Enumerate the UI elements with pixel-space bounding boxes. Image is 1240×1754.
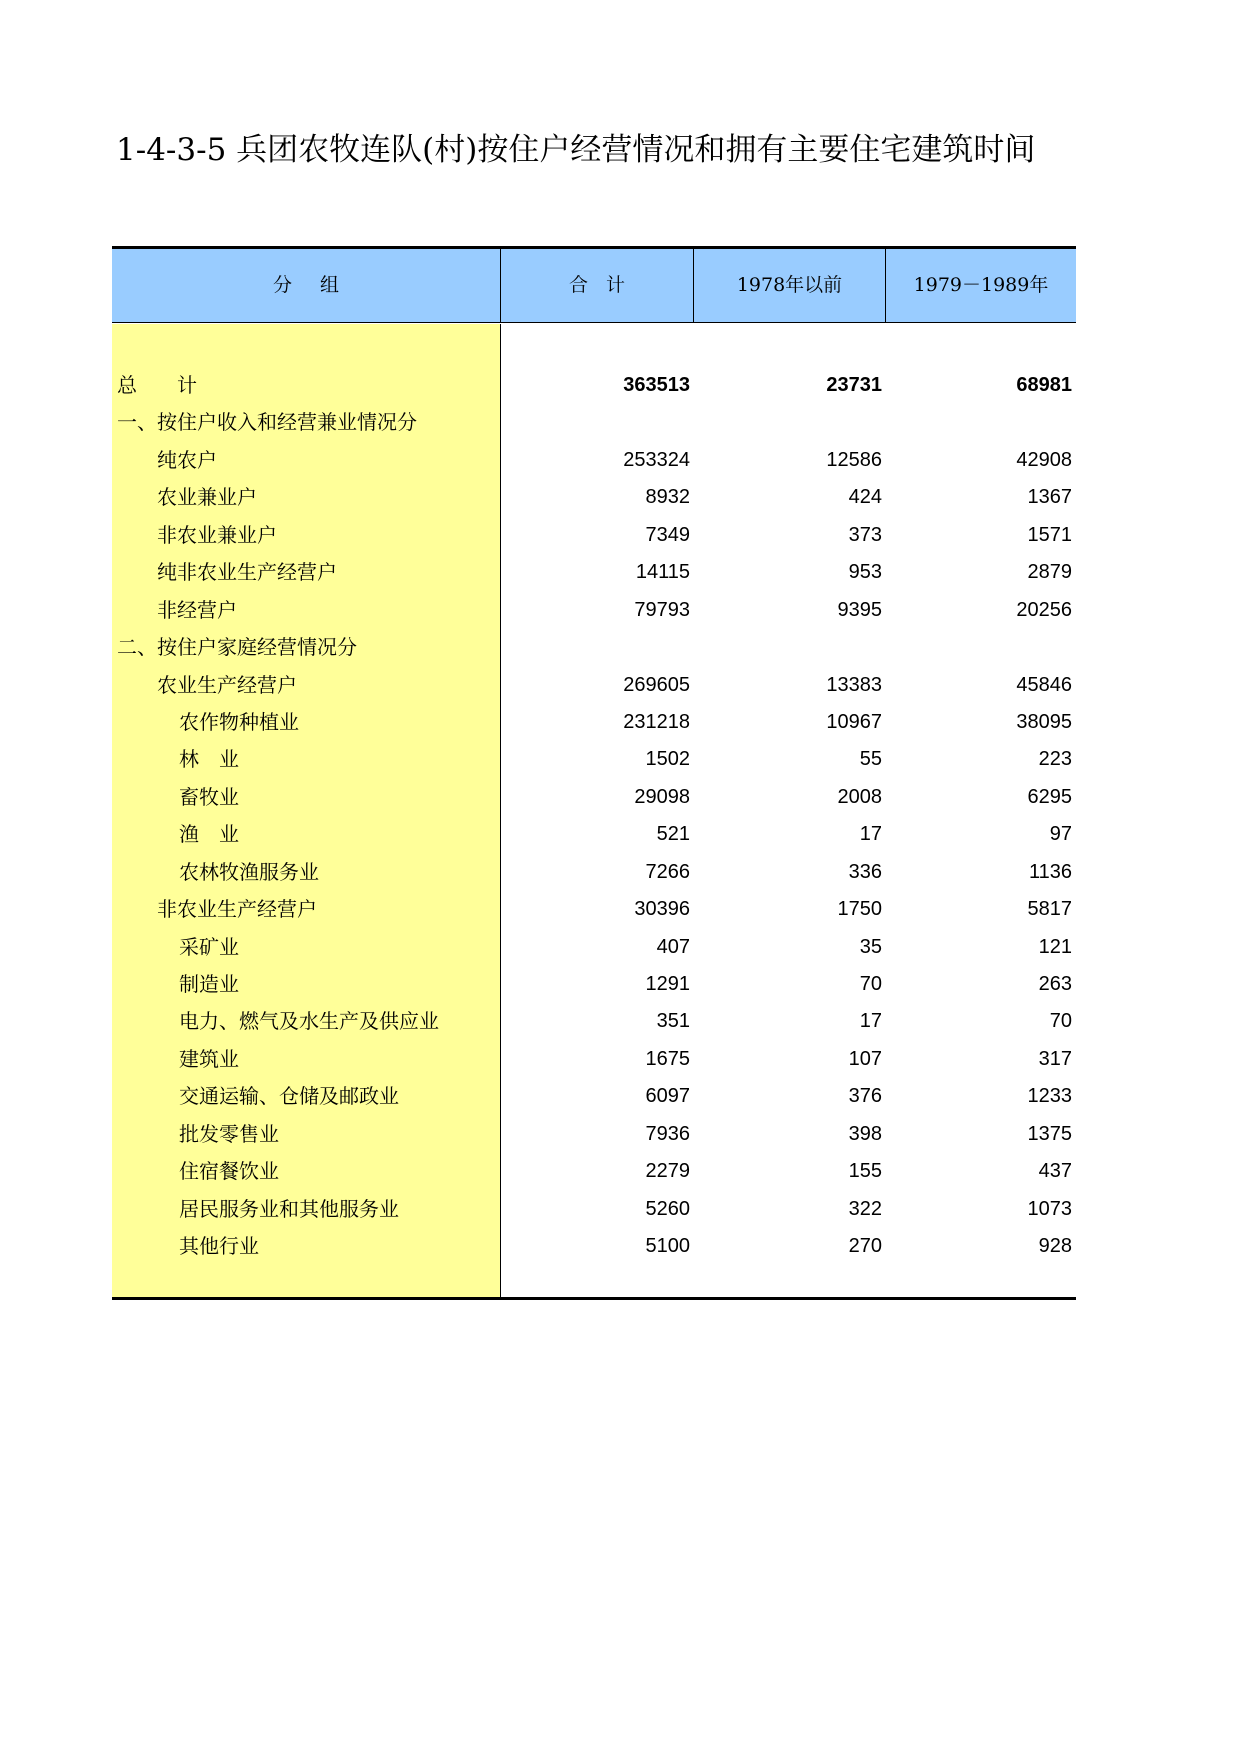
- table-row: [112, 966, 1076, 1003]
- cell-before-1978: 155: [848, 1160, 882, 1183]
- table-row: [112, 629, 1076, 666]
- cell-1979-1989: 70: [1049, 1010, 1072, 1033]
- row-label: 总 计: [117, 373, 197, 397]
- cell-total: 231218: [623, 710, 690, 733]
- cell-before-1978: 953: [848, 561, 882, 584]
- header-before-1978: 1978年以前: [694, 249, 886, 322]
- cell-total: 351: [656, 1010, 690, 1033]
- cell-before-1978: 270: [848, 1235, 882, 1258]
- table-row: [112, 1228, 1076, 1265]
- cell-before-1978: [694, 404, 886, 441]
- cell-total: [501, 629, 694, 666]
- cell-before-1978: 2008: [837, 785, 882, 808]
- cell-1979-1989: 1375: [1027, 1122, 1072, 1145]
- table-row: [112, 1041, 1076, 1078]
- cell-before-1978: 398: [848, 1122, 882, 1145]
- cell-before-1978: 376: [848, 1085, 882, 1108]
- table-bottom-rule: [112, 1297, 1076, 1300]
- cell-total: 7936: [645, 1122, 690, 1145]
- cell-total: 253324: [623, 448, 690, 471]
- cell-1979-1989: 437: [1038, 1160, 1072, 1183]
- cell-total: 2279: [645, 1160, 690, 1183]
- cell-1979-1989: 5817: [1027, 898, 1072, 921]
- cell-1979-1989: [886, 404, 1076, 441]
- row-label: 非经营户: [157, 597, 237, 622]
- row-label: 农业兼业户: [157, 485, 257, 510]
- row-label: 非农业兼业户: [157, 522, 277, 547]
- cell-1979-1989: 928: [1038, 1235, 1072, 1258]
- cell-total: 6097: [645, 1085, 690, 1108]
- table-row: [112, 1153, 1076, 1190]
- table-row: [112, 704, 1076, 741]
- row-label: 农业生产经营户: [157, 672, 297, 697]
- cell-1979-1989: 317: [1038, 1047, 1072, 1070]
- cell-total: 5100: [645, 1235, 690, 1258]
- cell-1979-1989: 97: [1049, 823, 1072, 846]
- table-row: [112, 741, 1076, 778]
- table-row: [112, 929, 1076, 966]
- cell-total: 407: [656, 935, 690, 958]
- row-label: 农作物种植业: [179, 709, 299, 734]
- cell-before-1978: 55: [859, 748, 882, 771]
- table-row: [112, 592, 1076, 629]
- cell-1979-1989: 68981: [1016, 374, 1072, 396]
- cell-total: 1675: [645, 1047, 690, 1070]
- cell-1979-1989: 1571: [1027, 523, 1072, 546]
- cell-1979-1989: 1073: [1027, 1197, 1072, 1220]
- table-row: [112, 367, 1076, 404]
- cell-before-1978: 373: [848, 523, 882, 546]
- row-label: 非农业生产经营户: [157, 897, 317, 922]
- row-label: 采矿业: [179, 934, 239, 959]
- cell-before-1978: 35: [859, 935, 882, 958]
- row-label: 其他行业: [179, 1234, 259, 1259]
- table-body: [112, 367, 1076, 1266]
- cell-1979-1989: 20256: [1016, 598, 1072, 621]
- row-label: 纯非农业生产经营户: [157, 560, 337, 585]
- table-row: [112, 1116, 1076, 1153]
- table-row: [112, 517, 1076, 554]
- cell-before-1978: 424: [848, 486, 882, 509]
- table-row: [112, 554, 1076, 591]
- cell-before-1978: 9395: [837, 598, 882, 621]
- table-row: [112, 1003, 1076, 1040]
- table-header: [112, 249, 1076, 323]
- cell-total: 269605: [623, 673, 690, 696]
- cell-total: 79793: [634, 598, 690, 621]
- cell-1979-1989: 42908: [1016, 448, 1072, 471]
- cell-before-1978: 12586: [826, 448, 882, 471]
- cell-total: 1502: [645, 748, 690, 771]
- row-label: 畜牧业: [179, 784, 239, 809]
- row-label: 农林牧渔服务业: [179, 859, 319, 884]
- cell-1979-1989: 263: [1038, 973, 1072, 995]
- row-label: 电力、燃气及水生产及供应业: [179, 1009, 439, 1034]
- row-label: 纯农户: [157, 447, 217, 472]
- cell-before-1978: 13383: [826, 673, 882, 696]
- cell-1979-1989: 2879: [1027, 561, 1072, 584]
- cell-before-1978: 70: [859, 973, 882, 995]
- cell-before-1978: 17: [859, 1010, 882, 1033]
- data-table: [112, 246, 1076, 1302]
- cell-1979-1989: 6295: [1027, 785, 1072, 808]
- row-label: 二、按住户家庭经营情况分: [117, 635, 357, 660]
- table-row: [112, 1078, 1076, 1115]
- cell-before-1978: 322: [848, 1197, 882, 1220]
- cell-total: 363513: [623, 374, 690, 396]
- table-row: [112, 479, 1076, 516]
- row-label: 一、按住户收入和经营兼业情况分: [117, 410, 417, 435]
- row-label: 批发零售业: [179, 1121, 279, 1146]
- cell-total: 8932: [645, 486, 690, 509]
- cell-1979-1989: 121: [1038, 935, 1072, 958]
- cell-total: 1291: [645, 973, 690, 995]
- cell-total: 5260: [645, 1197, 690, 1220]
- row-label: 制造业: [179, 972, 239, 996]
- cell-before-1978: 107: [848, 1047, 882, 1070]
- row-label: 交通运输、仓储及邮政业: [179, 1084, 399, 1109]
- row-label: 居民服务业和其他服务业: [179, 1196, 399, 1221]
- table-row: [112, 442, 1076, 479]
- table-row: [112, 854, 1076, 891]
- cell-total: 14115: [635, 561, 690, 584]
- cell-total: 7349: [645, 523, 690, 546]
- cell-1979-1989: 45846: [1016, 673, 1072, 696]
- cell-1979-1989: 1136: [1028, 860, 1072, 883]
- header-group: 分组: [112, 249, 501, 322]
- table-row: [112, 816, 1076, 853]
- table-row: [112, 891, 1076, 928]
- cell-before-1978: 10967: [826, 710, 882, 733]
- cell-before-1978: 23731: [826, 374, 882, 396]
- row-label: 渔 业: [179, 822, 239, 847]
- header-total: 合计: [501, 249, 694, 322]
- page-title: 1-4-3-5 兵团农牧连队(村)按住户经营情况和拥有主要住宅建筑时间: [116, 132, 1036, 168]
- cell-total: 30396: [634, 898, 690, 921]
- row-label: 林 业: [179, 747, 239, 772]
- cell-1979-1989: [886, 629, 1076, 666]
- table-row: [112, 1191, 1076, 1228]
- table-row: [112, 779, 1076, 816]
- cell-1979-1989: 38095: [1016, 710, 1072, 733]
- table-row: [112, 404, 1076, 441]
- row-label: 住宿餐饮业: [179, 1159, 279, 1184]
- table-row: [112, 667, 1076, 704]
- cell-1979-1989: 223: [1038, 748, 1072, 771]
- cell-total: 29098: [634, 785, 690, 808]
- cell-total: 521: [656, 823, 690, 846]
- cell-1979-1989: 1233: [1027, 1085, 1072, 1108]
- row-label: 建筑业: [179, 1046, 239, 1071]
- cell-before-1978: 336: [848, 860, 882, 883]
- cell-before-1978: [694, 629, 886, 666]
- cell-before-1978: 17: [859, 823, 882, 846]
- cell-before-1978: 1750: [837, 898, 882, 921]
- cell-total: 7266: [645, 860, 690, 883]
- header-1979-1989: 1979－1989年: [913, 274, 1049, 296]
- cell-total: [501, 404, 694, 441]
- cell-1979-1989: 1367: [1027, 486, 1072, 509]
